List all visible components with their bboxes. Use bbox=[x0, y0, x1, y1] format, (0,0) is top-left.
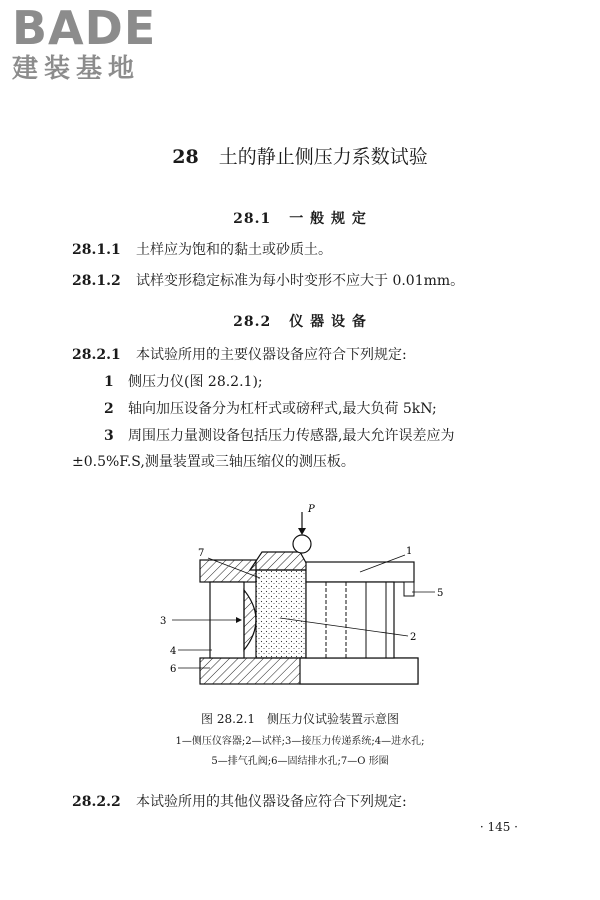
page-number: · 145 · bbox=[479, 820, 518, 834]
list-item-3 bbox=[104, 426, 454, 446]
item-text: 轴向加压设备分为杠杆式或磅秤式,最大负荷 5kN; bbox=[128, 401, 437, 417]
section-title-28-1 bbox=[0, 208, 600, 228]
clause-text: 本试验所用的主要仪器设备应符合下列规定: bbox=[136, 347, 407, 363]
chapter-title bbox=[0, 144, 600, 170]
callout-2: 2 bbox=[410, 632, 417, 643]
clause-28-1-1 bbox=[72, 240, 332, 260]
item-number: 1 bbox=[104, 374, 114, 390]
section-number: 28.1 bbox=[233, 211, 272, 227]
logo-subtitle: 建装基地 bbox=[12, 54, 141, 84]
callout-4: 4 bbox=[170, 646, 177, 657]
item-number: 3 bbox=[104, 428, 114, 444]
item-number: 2 bbox=[104, 401, 114, 417]
section-number: 28.2 bbox=[233, 314, 272, 330]
soil-sample bbox=[256, 570, 306, 658]
figure-caption: 图 28.2.1 侧压力仪试验装置示意图 bbox=[201, 712, 399, 726]
side-pressure-apparatus-diagram bbox=[150, 500, 450, 700]
item-text: 侧压力仪(图 28.2.1); bbox=[128, 374, 263, 390]
vent-valve bbox=[404, 582, 414, 596]
callout-6: 6 bbox=[170, 664, 177, 675]
section-title-text: 一 般 规 定 bbox=[289, 211, 367, 227]
figure-legend-line-1: 1—侧压仪容器;2—试样;3—接压力传递系统;4—进水孔; bbox=[175, 736, 425, 747]
chapter-number: 28 bbox=[172, 146, 199, 168]
callout-1: 1 bbox=[406, 546, 413, 557]
list-item-2 bbox=[104, 399, 437, 419]
clause-28-1-2 bbox=[72, 271, 464, 291]
callout-7: 7 bbox=[198, 548, 205, 559]
callout-3: 3 bbox=[160, 616, 167, 627]
callout-5: 5 bbox=[437, 588, 444, 599]
clause-28-2-1 bbox=[72, 345, 407, 365]
container-wall-top bbox=[200, 560, 256, 582]
clause-number: 28.2.1 bbox=[72, 347, 121, 363]
clause-text: 土样应为饱和的黏土或砂质土。 bbox=[136, 242, 332, 258]
section-title-text: 仪 器 设 备 bbox=[289, 314, 367, 330]
clause-number: 28.2.2 bbox=[72, 794, 121, 810]
clause-28-2-2 bbox=[72, 792, 407, 812]
loading-cap bbox=[250, 552, 310, 570]
clause-number: 28.1.1 bbox=[72, 242, 121, 258]
logo-brand: BADE bbox=[12, 1, 157, 55]
load-label: P bbox=[308, 504, 315, 515]
clause-text: 试样变形稳定标准为每小时变形不应大于 0.01mm。 bbox=[136, 273, 465, 289]
clause-text: 本试验所用的其他仪器设备应符合下列规定: bbox=[136, 794, 407, 810]
o-ring bbox=[244, 590, 256, 650]
clause-number: 28.1.2 bbox=[72, 273, 121, 289]
figure-legend-line-2: 5—排气孔阀;6—固结排水孔;7—O 形圈 bbox=[211, 756, 389, 767]
chapter-title-text: 土的静止侧压力系数试验 bbox=[218, 146, 428, 168]
section-title-28-2 bbox=[0, 311, 600, 331]
load-ball bbox=[293, 535, 311, 553]
list-item-1 bbox=[104, 372, 263, 392]
list-item-3-continuation: ±0.5%F.S,测量装置或三轴压缩仪的测压板。 bbox=[72, 454, 355, 470]
item-text: 周围压力量测设备包括压力传感器,最大允许误差应为 bbox=[128, 428, 455, 444]
frame-body bbox=[306, 582, 394, 658]
